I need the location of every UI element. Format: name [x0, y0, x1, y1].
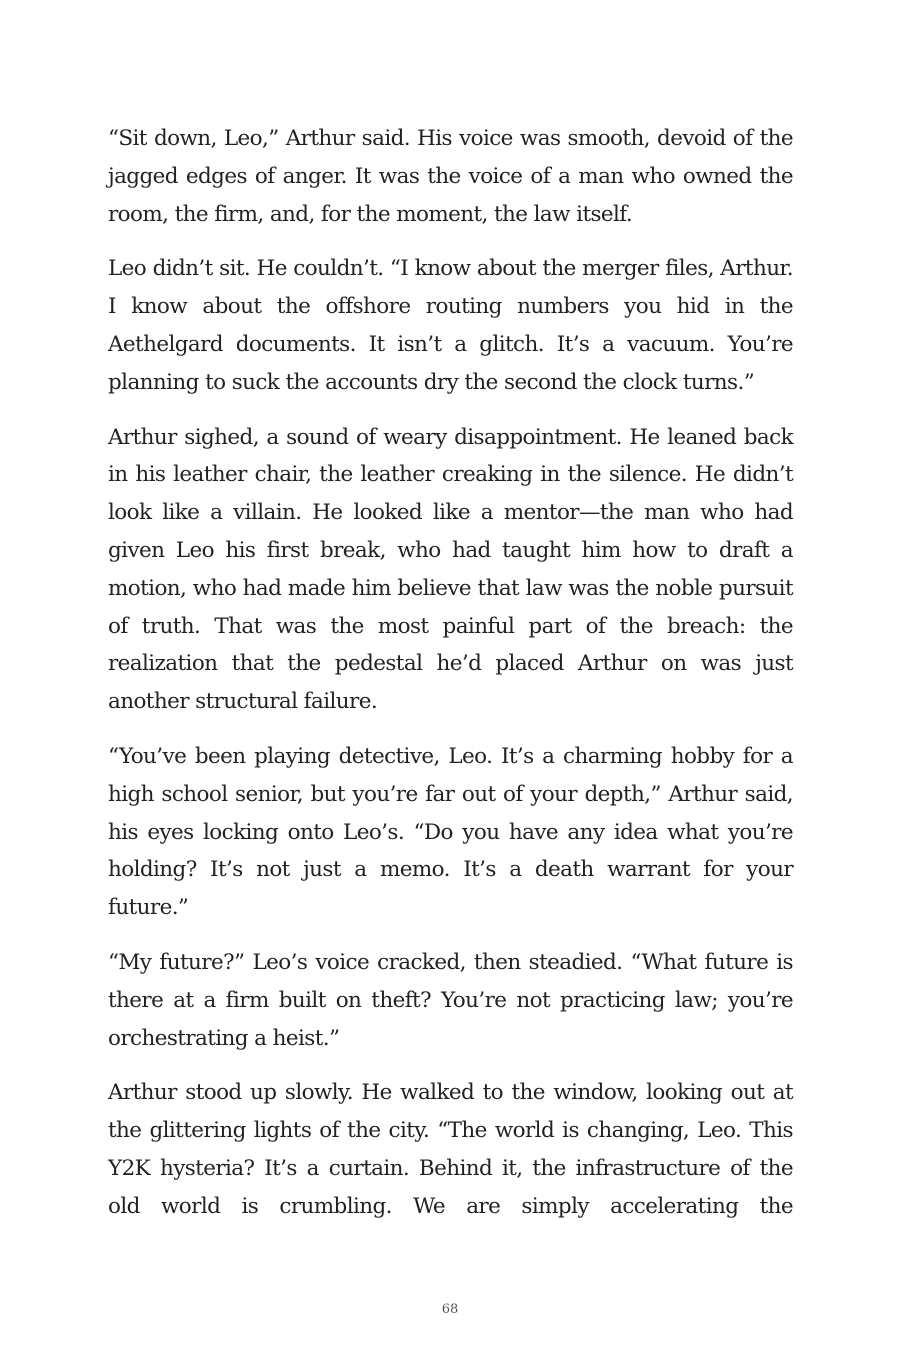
- paragraph: Arthur stood up slowly. He walked to the window, looking out at the glittering lights of the city. “The world is changing, Leo. This Y2K hysteria? It’s a curtain. Behind it, the infrastructure of the old world is crumbling. We are simply accelerating the: [108, 1080, 793, 1219]
- paragraph: “Sit down, Leo,” Arthur said. His voice was smooth, devoid of the jagged edges of anger. It was the voice of a man who owned the room, the firm, and, for the moment, the law itself.: [108, 126, 793, 227]
- paragraph: Leo didn’t sit. He couldn’t. “I know about the merger files, Arthur. I know about the offshore routing numbers you hid in the Aethelgard documents. It isn’t a glitch. It’s a vacuum. You’re planning to suck the accounts dry the second the clock turns.”: [108, 256, 793, 395]
- paragraph: “My future?” Leo’s voice cracked, then steadied. “What future is there at a firm built on theft? You’re not practicing law; you’re orchestrating a heist.”: [108, 949, 793, 1051]
- body-text: [108, 120, 793, 1243]
- page-number: 68: [441, 1302, 459, 1317]
- paragraph: “You’ve been playing detective, Leo. It’s a charming hobby for a high school senior, but you’re far out of your depth,” Arthur said, his eyes locking onto Leo’s. “Do you have any idea what you’re holding? It’s not just a memo. It’s a death warrant for your future.”: [108, 743, 793, 921]
- paragraph: Arthur sighed, a sound of weary disappointment. He leaned back in his leather chair, the leather creaking in the silence. He didn’t look like a villain. He looked like a mentor—the man who had given Leo his first break, who had taught him how to draft a motion, who had made him believe that law was the noble pursuit of truth. That was the most painful part of the breach: the realization that the pedestal he’d placed Arthur on was just another structural failure.: [108, 424, 793, 715]
